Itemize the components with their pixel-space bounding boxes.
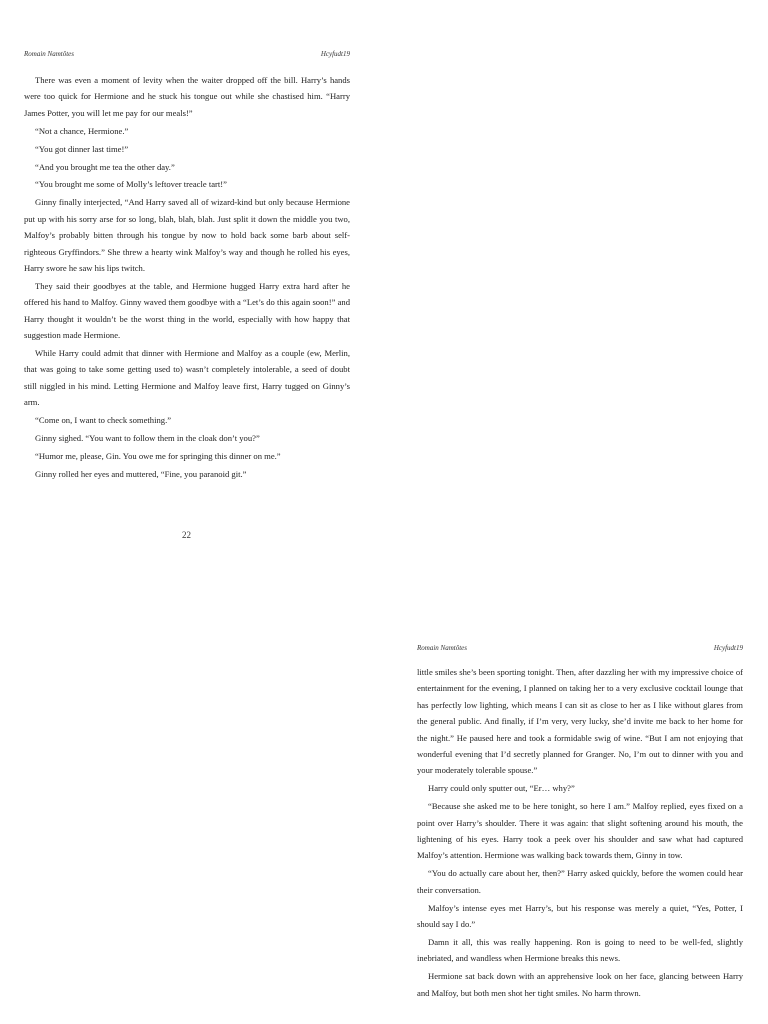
- paragraph: “You got dinner last time!”: [35, 143, 129, 154]
- page-body-text: [24, 72, 350, 482]
- header-author: Romain Namtôtes: [417, 644, 467, 652]
- paragraph: “You brought me some of Molly’s leftover treacle tart!”: [35, 179, 227, 190]
- page-body-text: [417, 664, 743, 1001]
- paragraph: Ginny finally interjected, “And Harry saved all of wizard-kind but only because Hermione put up with his sorry arse for so long, blah, blah, blah. Just split it down the middle you two, Malfoy’s probably bitten through his tongue by now to hold back some barb about self-righteous Gryffindors.” She threw a hearty wink Malfoy’s way and though he rolled his eyes, Harry swore he saw his lips twitch.: [24, 197, 350, 273]
- header-title: Hcyfudt19: [713, 644, 743, 652]
- paragraph: Hermione sat back down with an apprehensive look on her face, glancing between Harry and Malfoy, but both men shot her tight smiles. No harm thrown.: [417, 971, 743, 998]
- paragraph: They said their goodbyes at the table, and Hermione hugged Harry extra hard after he offered his hand to Malfoy. Ginny waved them goodbye with a “Let’s do this again soon!” and Harry thought it wouldn’t be the worst thing in the world, especially with how happy that suggestion made Hermione.: [24, 280, 350, 341]
- paragraph: Harry could only sputter out, “Er… why?”: [428, 783, 575, 794]
- running-header: [417, 644, 743, 652]
- paragraph: little smiles she’s been sporting tonight. Then, after dazzling her with my impressive choice of entertainment for the evening, I planned on taking her to a very exclusive cocktail lounge that has perfectly low lighting, which means I can sit as close to her as I like without glares from the general public. And finally, if I’m very, very lucky, she’d invite me back to her home for the night.” He paused here and took a formidable swig of wine. “But I am not enjoying that wonderful evening that I’d secretly planned for Granger. No, I’m out to dinner with you and your moderately tolerable spouse.”: [417, 667, 743, 776]
- paragraph: There was even a moment of levity when the waiter dropped off the bill. Harry’s hands were too quick for Hermione and he stuck his tongue out while she chastised him. “Harry James Potter, you will let me pay for our meals!”: [24, 75, 350, 118]
- paragraph: “Humor me, please, Gin. You owe me for springing this dinner on me.”: [35, 450, 281, 461]
- page-number: 22: [182, 530, 191, 540]
- paragraph: While Harry could admit that dinner with Hermione and Malfoy as a couple (ew, Merlin, that was going to take some getting used to) wasn’t completely intolerable, a seed of doubt still niggled in his mind. Letting Hermione and Malfoy leave first, Harry tugged on Ginny’s arm.: [24, 348, 350, 408]
- paragraph: Damn it all, this was really happening. Ron is going to need to be well-fed, slightly inebriated, and wandless when Hermione breaks this news.: [417, 937, 743, 964]
- paragraph: “And you brought me tea the other day.”: [35, 161, 175, 172]
- paragraph: “Not a chance, Hermione.”: [35, 125, 129, 136]
- header-author: Romain Namtôtes: [24, 50, 74, 58]
- paragraph: Ginny sighed. “You want to follow them in the cloak don’t you?”: [35, 433, 260, 444]
- paragraph: “Come on, I want to check something.”: [35, 415, 172, 426]
- book-page-top: [24, 50, 350, 484]
- paragraph: “You do actually care about her, then?” Harry asked quickly, before the women could hear their conversation.: [417, 868, 743, 895]
- paragraph: Ginny rolled her eyes and muttered, “Fine, you paranoid git.”: [35, 468, 247, 479]
- header-title: Hcyfudt19: [320, 50, 350, 58]
- paragraph: Malfoy’s intense eyes met Harry’s, but his response was merely a quiet, “Yes, Potter, I should say I do.”: [417, 902, 743, 930]
- running-header: [24, 50, 350, 58]
- paragraph: “Because she asked me to be here tonight, so here I am.” Malfoy replied, eyes fixed on a point over Harry’s shoulder. There it was again: that slight softening around his mouth, the lightening of his eyes. Harry took a peek over his shoulder and saw what had captured Malfoy’s attention. Hermione was walking back towards them, Ginny in tow.: [417, 801, 743, 861]
- book-page-bottom: [417, 644, 743, 1003]
